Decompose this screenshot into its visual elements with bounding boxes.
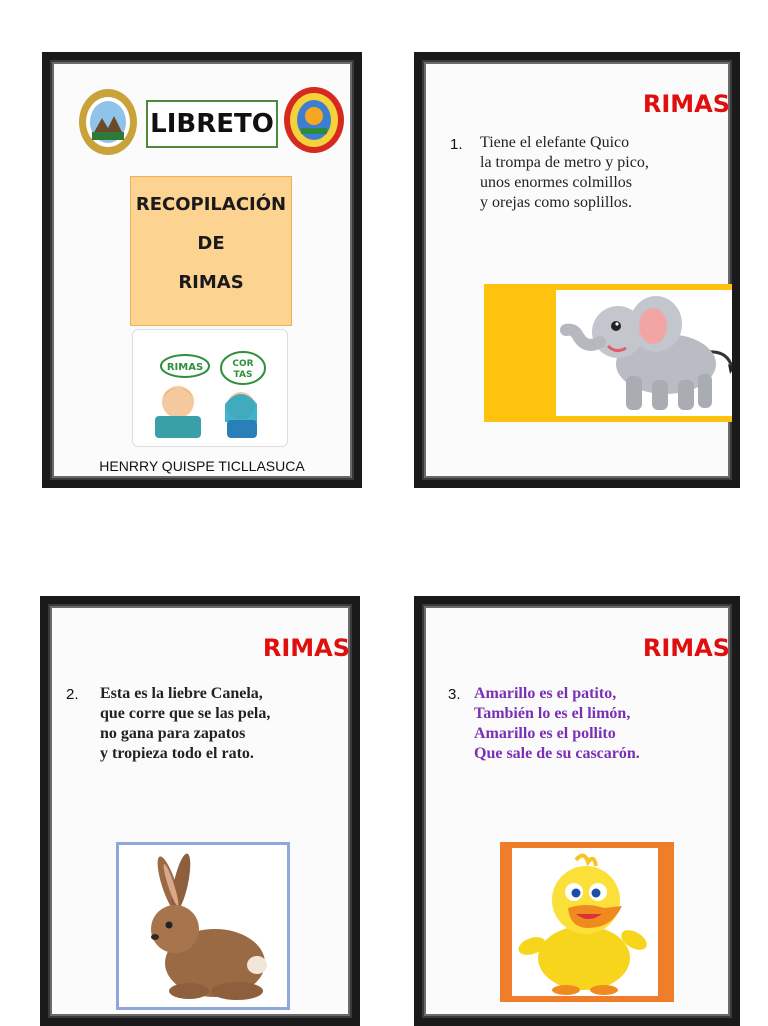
- rhyme-line: no gana para zapatos: [100, 725, 246, 742]
- hare-icon: [119, 845, 287, 1007]
- hare-illustration: [116, 842, 290, 1010]
- rhyme-number: 3.: [448, 686, 461, 703]
- cover-subtitle-box: [130, 176, 292, 326]
- rhyme-card-3: [414, 596, 740, 1026]
- rhyme-line: Tiene el elefante Quico: [480, 134, 630, 151]
- rhyme-text: [474, 684, 640, 764]
- card-heading: RIMAS: [642, 634, 730, 662]
- rhyme-line: y tropieza todo el rato.: [100, 745, 254, 762]
- rhyme-line: Amarillo es el patito,: [474, 685, 617, 702]
- university-seal-right-icon: [283, 86, 345, 154]
- rhyme-line: También lo es el limón,: [474, 705, 631, 722]
- cover-subtitle-line-2: DE: [197, 233, 225, 254]
- cover-subtitle-line-1: RECOPILACIÓN: [135, 194, 287, 215]
- rhyme-number: 1.: [450, 136, 463, 153]
- rhyme-line: que corre que se las pela,: [100, 705, 271, 722]
- cover-card: [42, 52, 362, 488]
- card-heading: RIMAS: [262, 634, 350, 662]
- card-heading: RIMAS: [642, 90, 730, 118]
- cover-subtitle-line-3: RIMAS: [178, 272, 244, 293]
- rhyme-line: la trompa de metro y pico,: [480, 154, 649, 171]
- bubble-right-text-2: TAS: [233, 370, 253, 380]
- rhyme-card-1: [414, 52, 740, 488]
- rhyme-line: y orejas como soplillos.: [480, 194, 632, 211]
- rhyme-number: 2.: [66, 686, 79, 703]
- duckling-illustration: [500, 842, 674, 1002]
- rhyme-text: [100, 684, 270, 764]
- duckling-icon: [512, 848, 658, 996]
- cover-illustration: [132, 329, 288, 447]
- author-name: HENRRY QUISPE TICLLASUCA: [99, 458, 305, 474]
- university-seal-left-icon: [78, 88, 138, 156]
- bubble-left-text: RIMAS: [166, 362, 204, 373]
- rhyme-line: Amarillo es el pollito: [474, 725, 616, 742]
- rhyme-text: [480, 133, 649, 213]
- cover-title: LIBRETO: [146, 100, 278, 148]
- elephant-icon: [556, 290, 738, 416]
- rhyme-line: unos enormes colmillos: [480, 174, 632, 191]
- elephant-illustration: [484, 284, 740, 422]
- rhyme-line: Esta es la liebre Canela,: [100, 685, 263, 702]
- bubble-right-text-1: COR: [232, 359, 254, 369]
- rhyme-card-2: [40, 596, 360, 1026]
- rhyme-line: Que sale de su cascarón.: [474, 745, 640, 762]
